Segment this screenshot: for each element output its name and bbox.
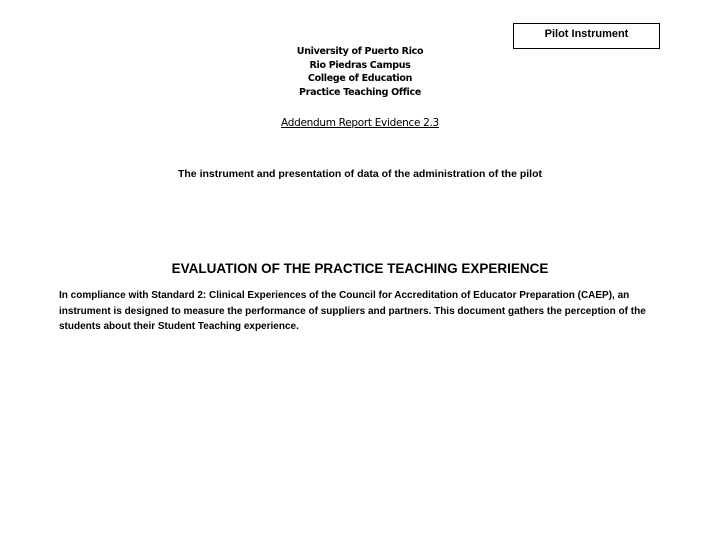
addendum-title: Addendum Report Evidence 2.3 [281, 117, 439, 129]
pilot-instrument-label: Pilot Instrument [544, 28, 629, 40]
institution-header [0, 45, 720, 99]
main-title: EVALUATION OF THE PRACTICE TEACHING EXPERIENCE [171, 261, 549, 276]
office-name: Practice Teaching Office [299, 86, 421, 98]
campus-name: Rio Piedras Campus [309, 59, 411, 71]
document-subtitle: The instrument and presentation of data of the administration of the pilot [177, 168, 542, 180]
university-name: University of Puerto Rico [296, 46, 424, 57]
compliance-paragraph: In compliance with Standard 2: Clinical Experiences of the Council for Accreditation of Educator Preparation (CAEP), an instrument is designed to measure the performance of suppliers and partners. This document gathers the perception of the students about their Student Teaching experience. [59, 290, 646, 332]
college-name: College of Education [307, 73, 413, 84]
